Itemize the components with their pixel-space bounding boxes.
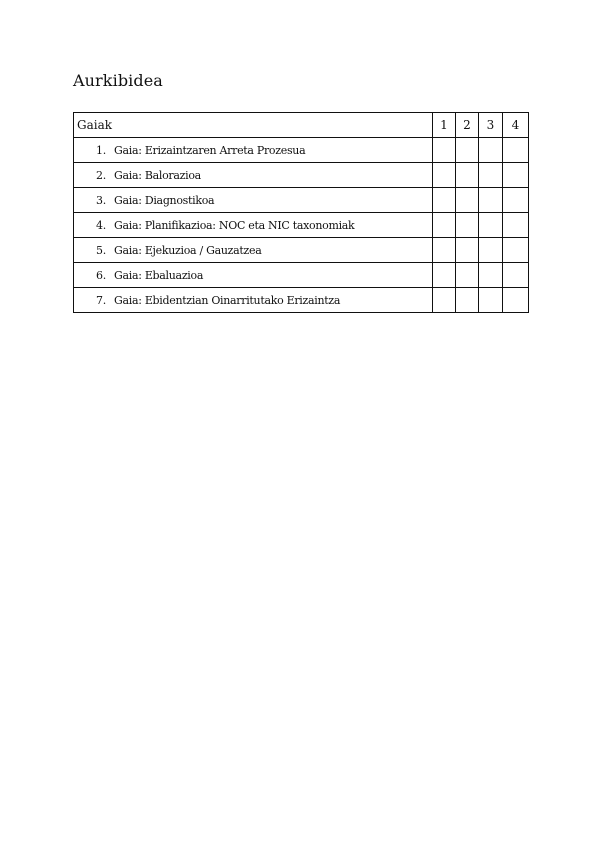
topic-number: 5. [96, 243, 106, 257]
header-topics: Gaiak [74, 113, 433, 138]
table-row [74, 163, 529, 188]
rating-cell [503, 288, 529, 313]
topic-title: Gaia: Diagnostikoa [114, 193, 215, 207]
topic-number: 6. [96, 268, 106, 282]
rating-cell [433, 138, 456, 163]
table-row [74, 188, 529, 213]
header-col-4: 4 [503, 113, 529, 138]
rating-cell [503, 163, 529, 188]
topic-cell [74, 288, 433, 313]
topic-number: 7. [96, 293, 106, 307]
header-col-1: 1 [433, 113, 456, 138]
page-heading: Aurkibidea [73, 71, 163, 90]
topic-cell [74, 213, 433, 238]
rating-cell [503, 138, 529, 163]
topic-title: Gaia: Planifikazioa: NOC eta NIC taxonomiak [114, 218, 355, 232]
rating-cell [479, 163, 503, 188]
topics-table [73, 112, 529, 313]
header-col-2: 2 [456, 113, 479, 138]
rating-cell [479, 238, 503, 263]
header-col-3: 3 [479, 113, 503, 138]
rating-cell [456, 138, 479, 163]
rating-cell [456, 288, 479, 313]
topic-title: Gaia: Balorazioa [114, 168, 201, 182]
table-row [74, 213, 529, 238]
topic-title: Gaia: Ejekuzioa / Gauzatzea [114, 243, 262, 257]
topic-number: 3. [96, 193, 106, 207]
rating-cell [503, 263, 529, 288]
rating-cell [503, 213, 529, 238]
topic-number: 2. [96, 168, 106, 182]
rating-cell [456, 213, 479, 238]
rating-cell [433, 213, 456, 238]
rating-cell [503, 238, 529, 263]
topic-cell [74, 188, 433, 213]
topic-cell [74, 138, 433, 163]
topic-cell [74, 238, 433, 263]
rating-cell [433, 263, 456, 288]
rating-cell [479, 188, 503, 213]
table-row [74, 138, 529, 163]
table-header-row [74, 113, 529, 138]
table-row [74, 238, 529, 263]
topic-title: Gaia: Erizaintzaren Arreta Prozesua [114, 143, 306, 157]
table-row [74, 288, 529, 313]
topic-number: 1. [96, 143, 106, 157]
rating-cell [479, 213, 503, 238]
topic-number: 4. [96, 218, 106, 232]
rating-cell [433, 238, 456, 263]
rating-cell [433, 288, 456, 313]
table-row [74, 263, 529, 288]
rating-cell [479, 288, 503, 313]
rating-cell [456, 188, 479, 213]
topic-title: Gaia: Ebidentzian Oinarritutako Erizaintza [114, 293, 341, 307]
rating-cell [479, 138, 503, 163]
topic-title: Gaia: Ebaluazioa [114, 268, 204, 282]
rating-cell [456, 163, 479, 188]
topic-cell [74, 263, 433, 288]
rating-cell [503, 188, 529, 213]
rating-cell [433, 188, 456, 213]
rating-cell [433, 163, 456, 188]
rating-cell [479, 263, 503, 288]
rating-cell [456, 238, 479, 263]
topic-cell [74, 163, 433, 188]
rating-cell [456, 263, 479, 288]
